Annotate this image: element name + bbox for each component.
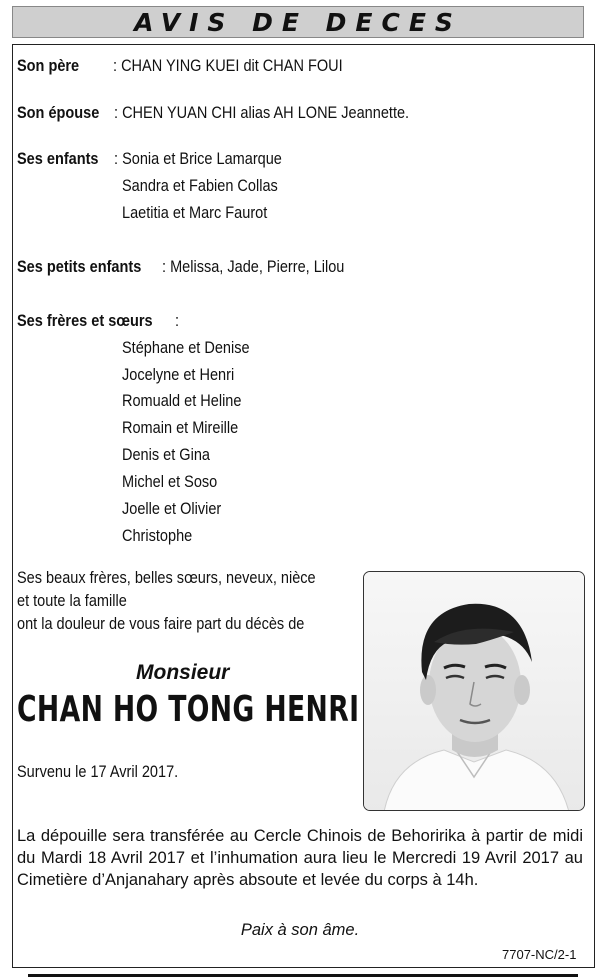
enfant-item: Laetitia et Marc Faurot: [122, 204, 268, 222]
reference-code: 7707-NC/2-1: [502, 947, 577, 962]
frere-soeur-item: Joelle et Olivier: [122, 500, 222, 518]
frere-soeur-item: Jocelyne et Henri: [122, 366, 235, 384]
portrait-photo: [363, 571, 585, 811]
enfant-item: Sandra et Fabien Collas: [122, 177, 278, 195]
frere-soeur-item: Romain et Mireille: [122, 419, 239, 437]
portrait-image: [364, 572, 585, 811]
frere-soeur-item: Denis et Gina: [122, 446, 210, 464]
ceremonie-paragraph: La dépouille sera transférée au Cercle Chinois de Behoririka à partir de midi du Mardi 18 Avril 2017 et l’inhumation aura lieu le Mercredi 19 Avril 2017 au Cimetière d’Anjanahary après absoute et levée du corps à 14h.: [17, 827, 583, 889]
frere-soeur-item: Christophe: [122, 527, 193, 545]
defunt-civilite: Monsieur: [136, 661, 230, 684]
epouse-value: : CHEN YUAN CHI alias AH LONE Jeannette.: [114, 104, 410, 122]
enfants-label: Ses enfants: [17, 150, 99, 168]
page-title: AVIS DE DECES: [134, 8, 462, 37]
bottom-rule: [28, 974, 578, 977]
famille-line: et toute la famille: [17, 592, 127, 610]
freres-soeurs-label: Ses frères et sœurs: [17, 312, 153, 330]
survenu-date: Survenu le 17 Avril 2017.: [17, 763, 179, 781]
pere-value: : CHAN YING KUEI dit CHAN FOUI: [113, 57, 343, 75]
header-banner: [12, 6, 584, 38]
enfant-item: : Sonia et Brice Lamarque: [114, 150, 282, 168]
freres-soeurs-colon: :: [175, 312, 180, 330]
paix-line: Paix à son âme.: [240, 921, 360, 939]
famille-line: ont la douleur de vous faire part du décès de: [17, 615, 305, 633]
petits-enfants-value: : Melissa, Jade, Pierre, Lilou: [162, 258, 345, 276]
frere-soeur-item: Stéphane et Denise: [122, 339, 250, 357]
epouse-label: Son épouse: [17, 104, 100, 122]
defunt-nom: CHAN HO TONG HENRI: [17, 689, 360, 730]
famille-line: Ses beaux frères, belles sœurs, neveux, nièce: [17, 569, 316, 587]
frere-soeur-item: Michel et Soso: [122, 473, 218, 491]
pere-label: Son père: [17, 57, 80, 75]
frere-soeur-item: Romuald et Heline: [122, 392, 242, 410]
petits-enfants-label: Ses petits enfants: [17, 258, 142, 276]
